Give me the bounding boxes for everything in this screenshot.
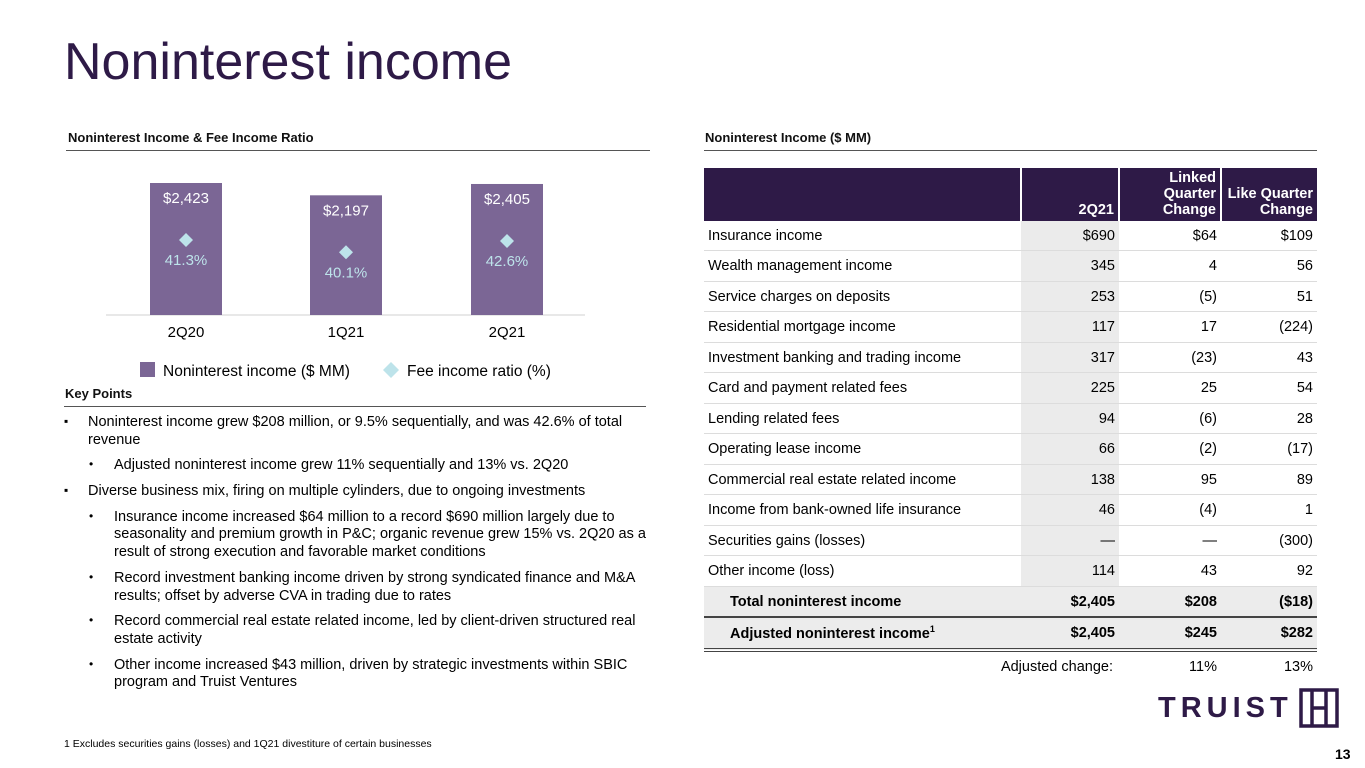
- chart-section-heading: Noninterest Income & Fee Income Ratio: [68, 130, 314, 145]
- bullet-icon: ▪: [64, 483, 69, 498]
- table-header-label: [704, 168, 1021, 221]
- key-point-text: Other income increased $43 million, driven by strategic investments within SBIC program and Truist Ventures: [114, 656, 628, 691]
- table-header-row: [704, 168, 1317, 221]
- key-point-text: Adjusted noninterest income grew 11% sequentially and 13% vs. 2Q20: [114, 457, 569, 474]
- value-like-quarter: (17): [1221, 434, 1317, 465]
- value-2q21: 317: [1021, 342, 1119, 373]
- table-row: [704, 525, 1317, 556]
- value-like-quarter: 54: [1221, 373, 1317, 404]
- key-point-text: Record investment banking income driven by strong syndicated finance and M&A results; offset by adverse CVA in trading due to rates: [114, 569, 635, 604]
- legend-label-noninterest: Noninterest income ($ MM): [163, 363, 350, 380]
- value-like-quarter: $109: [1221, 221, 1317, 251]
- table-row: [704, 556, 1317, 587]
- x-tick-label: 2Q20: [167, 324, 205, 341]
- key-point-item: [64, 657, 664, 692]
- value-2q21: 46: [1021, 495, 1119, 526]
- legend-label-fee-ratio: Fee income ratio (%): [407, 363, 551, 380]
- chart-heading-rule: [66, 150, 650, 151]
- fee-ratio-label: 41.3%: [164, 252, 208, 269]
- row-label: Operating lease income: [704, 434, 1021, 465]
- value-like-quarter: 43: [1221, 342, 1317, 373]
- value-like-quarter: 92: [1221, 556, 1317, 587]
- row-label: Wealth management income: [704, 251, 1021, 282]
- row-label: Service charges on deposits: [704, 281, 1021, 312]
- value-2q21: $690: [1021, 221, 1119, 251]
- row-label: Residential mortgage income: [704, 312, 1021, 343]
- value-linked-quarter: (6): [1119, 403, 1221, 434]
- row-label: Insurance income: [704, 221, 1021, 251]
- noninterest-income-chart: [64, 160, 649, 385]
- table-row: [704, 251, 1317, 282]
- table-header-like-quarter: Like Quarter Change: [1221, 168, 1317, 221]
- adjusted-label: [704, 617, 1021, 650]
- bar-value-label: $2,197: [323, 202, 369, 220]
- adjusted-change-row: [704, 650, 1317, 682]
- value-2q21: 114: [1021, 556, 1119, 587]
- value-like-quarter: 89: [1221, 464, 1317, 495]
- bullet-icon: •: [89, 457, 94, 472]
- value-2q21: 94: [1021, 403, 1119, 434]
- x-tick-label: 2Q21: [488, 324, 526, 341]
- table-row: [704, 312, 1317, 343]
- footnote-marker: 1: [929, 624, 935, 635]
- value-linked-quarter: (23): [1119, 342, 1221, 373]
- adjusted-row: [704, 617, 1317, 650]
- value-linked-quarter: (5): [1119, 281, 1221, 312]
- key-point-item: [64, 483, 664, 501]
- chart-canvas: [64, 160, 649, 385]
- total-linked-quarter: $208: [1119, 586, 1221, 617]
- row-label: Lending related fees: [704, 403, 1021, 434]
- row-label: Commercial real estate related income: [704, 464, 1021, 495]
- value-2q21: —: [1021, 525, 1119, 556]
- logo-wordmark: TRUIST: [1158, 691, 1293, 724]
- bar-value-label: $2,405: [484, 190, 530, 208]
- key-points-rule: [64, 406, 646, 407]
- value-2q21: 225: [1021, 373, 1119, 404]
- total-2q21: $2,405: [1021, 586, 1119, 617]
- legend-swatch-noninterest: [140, 362, 155, 377]
- key-points-list: [64, 414, 664, 700]
- adjusted-2q21: $2,405: [1021, 617, 1119, 650]
- value-linked-quarter: 95: [1119, 464, 1221, 495]
- page-number: 13: [1335, 746, 1351, 762]
- table-section-heading: Noninterest Income ($ MM): [705, 130, 872, 145]
- value-like-quarter: 28: [1221, 403, 1317, 434]
- adjusted-like-quarter: $282: [1221, 617, 1317, 650]
- bullet-icon: •: [89, 656, 94, 671]
- fee-ratio-label: 40.1%: [324, 264, 368, 282]
- adjusted-linked-quarter: $245: [1119, 617, 1221, 650]
- bullet-icon: ▪: [64, 414, 69, 428]
- value-linked-quarter: 25: [1119, 373, 1221, 404]
- value-like-quarter: 51: [1221, 281, 1317, 312]
- table-row: [704, 373, 1317, 404]
- value-2q21: 117: [1021, 312, 1119, 343]
- value-2q21: 66: [1021, 434, 1119, 465]
- value-linked-quarter: (2): [1119, 434, 1221, 465]
- bullet-icon: •: [89, 613, 94, 628]
- table-heading-rule: [704, 150, 1317, 151]
- table-row: [704, 281, 1317, 312]
- value-like-quarter: 1: [1221, 495, 1317, 526]
- key-point-text: Diverse business mix, firing on multiple cylinders, due to ongoing investments: [88, 483, 586, 500]
- key-point-item: [64, 570, 664, 605]
- table-row: [704, 495, 1317, 526]
- table-row: [704, 464, 1317, 495]
- value-like-quarter: (224): [1221, 312, 1317, 343]
- footnote: 1 Excludes securities gains (losses) and 1Q21 divestiture of certain businesses: [64, 738, 432, 750]
- value-linked-quarter: $64: [1119, 221, 1221, 251]
- table-row: [704, 434, 1317, 465]
- value-2q21: 345: [1021, 251, 1119, 282]
- total-label: Total noninterest income: [704, 586, 1021, 617]
- x-tick-label: 1Q21: [327, 324, 365, 341]
- table-row: [704, 342, 1317, 373]
- value-2q21: 253: [1021, 281, 1119, 312]
- key-point-item: [64, 613, 664, 648]
- value-linked-quarter: 17: [1119, 312, 1221, 343]
- value-linked-quarter: 43: [1119, 556, 1221, 587]
- row-label: Income from bank-owned life insurance: [704, 495, 1021, 526]
- value-linked-quarter: 4: [1119, 251, 1221, 282]
- row-label: Other income (loss): [704, 556, 1021, 587]
- bar-value-label: $2,423: [163, 190, 209, 207]
- total-row: [704, 586, 1317, 617]
- table-header-2q21: 2Q21: [1021, 168, 1119, 221]
- total-like-quarter: ($18): [1221, 586, 1317, 617]
- slide-title: Noninterest income: [64, 33, 512, 91]
- adjusted-change-label: Adjusted change:: [704, 650, 1119, 682]
- truist-logo: [1158, 688, 1339, 728]
- value-like-quarter: 56: [1221, 251, 1317, 282]
- key-point-item: [64, 509, 664, 562]
- bullet-icon: •: [89, 569, 94, 584]
- row-label: Investment banking and trading income: [704, 342, 1021, 373]
- table-header-linked-quarter: Linked Quarter Change: [1119, 168, 1221, 221]
- key-points-heading: Key Points: [65, 386, 133, 401]
- value-linked-quarter: —: [1119, 525, 1221, 556]
- key-point-text: Insurance income increased $64 million to a record $690 million largely due to seasonality and premium growth in P&C; organic revenue grew 15% vs. 2Q20 as a result of strong execution and favorable market conditions: [114, 508, 646, 561]
- legend-diamond-icon: [383, 362, 399, 378]
- table-row: [704, 221, 1317, 251]
- bullet-icon: •: [89, 508, 94, 523]
- value-2q21: 138: [1021, 464, 1119, 495]
- row-label: Card and payment related fees: [704, 373, 1021, 404]
- row-label: Securities gains (losses): [704, 525, 1021, 556]
- adjusted-label-text: Adjusted noninterest income: [730, 625, 930, 642]
- adjusted-change-linked: 11%: [1119, 650, 1221, 682]
- table-row: [704, 403, 1317, 434]
- key-point-item: [64, 457, 664, 475]
- key-point-text: Record commercial real estate related income, led by client-driven structured real estate activity: [114, 613, 636, 647]
- value-like-quarter: (300): [1221, 525, 1317, 556]
- key-point-item: [64, 414, 664, 449]
- adjusted-change-like: 13%: [1221, 650, 1317, 682]
- fee-ratio-label: 42.6%: [485, 252, 529, 270]
- truist-mark-icon: [1299, 688, 1339, 728]
- noninterest-income-table: [704, 168, 1317, 682]
- value-linked-quarter: (4): [1119, 495, 1221, 526]
- key-point-text: Noninterest income grew $208 million, or 9.5% sequentially, and was 42.6% of total revenue: [88, 414, 623, 448]
